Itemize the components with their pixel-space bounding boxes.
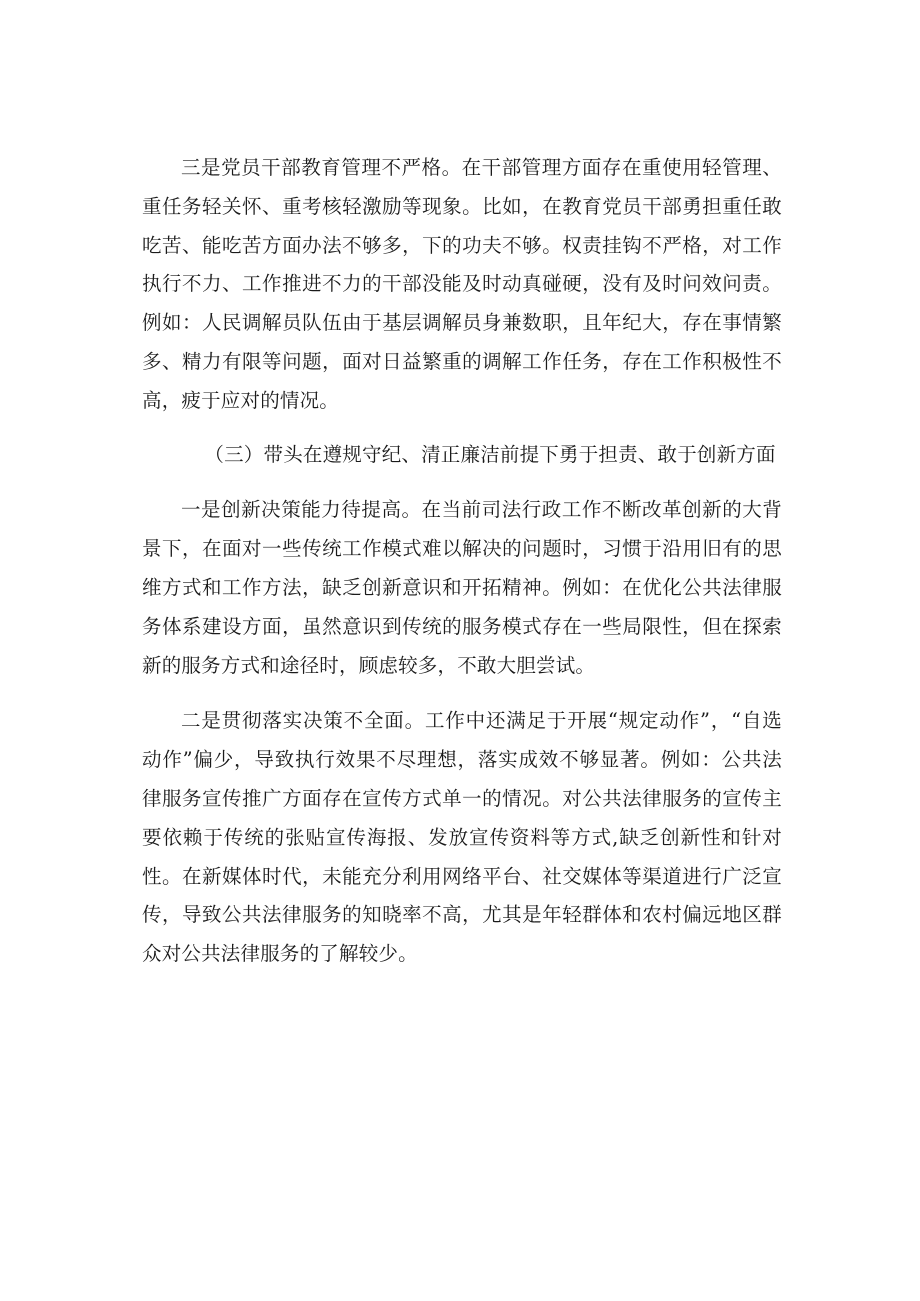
section-heading: （三）带头在遵规守纪、清正廉洁前提下勇于担责、敢于创新方面 xyxy=(204,442,776,466)
paragraph-innovation-decision: 一是创新决策能力待提高。在当前司法行政工作不断改革创新的大背景下，在面对一些传统工作模式难以解决的问题时，习惯于沿用旧有的思维方式和工作方法，缺乏创新意识和开拓精神。例如：在优化公共法律服务体系建设方面，虽然意识到传统的服务模式存在一些局限性，但在探索新的服务方式和途径时，顾虑较多，不敢大胆尝试。 xyxy=(142,498,782,677)
paragraph-discipline-management: 三是党员干部教育管理不严格。在干部管理方面存在重使用轻管理、重任务轻关怀、重考核轻激励等现象。比如，在教育党员干部勇担重任敢吃苦、能吃苦方面办法不够多，下的功夫不够。权责挂钩不严格，对工作执行不力、工作推进不力的干部没能及时动真碰硬，没有及时问效问责。例如：人民调解员队伍由于基层调解员身兼数职，且年纪大，存在事情繁多、精力有限等问题，面对日益繁重的调解工作任务，存在工作积极性不高，疲于应对的情况。 xyxy=(142,156,782,412)
paragraph-implementation: 二是贯彻落实决策不全面。工作中还满足于开展“规定动作”，“自选动作”偏少，导致执行效果不尽理想，落实成效不够显著。例如：公共法律服务宣传推广方面存在宣传方式单一的情况。对公共法律服务的宣传主要依赖于传统的张贴宣传海报、发放宣传资料等方式,缺乏创新性和针对性。在新媒体时代，未能充分利用网络平台、社交媒体等渠道进行广泛宣传，导致公共法律服务的知晓率不高，尤其是年轻群体和农村偏远地区群众对公共法律服务的了解较少。 xyxy=(142,709,782,966)
document-body xyxy=(142,149,782,974)
